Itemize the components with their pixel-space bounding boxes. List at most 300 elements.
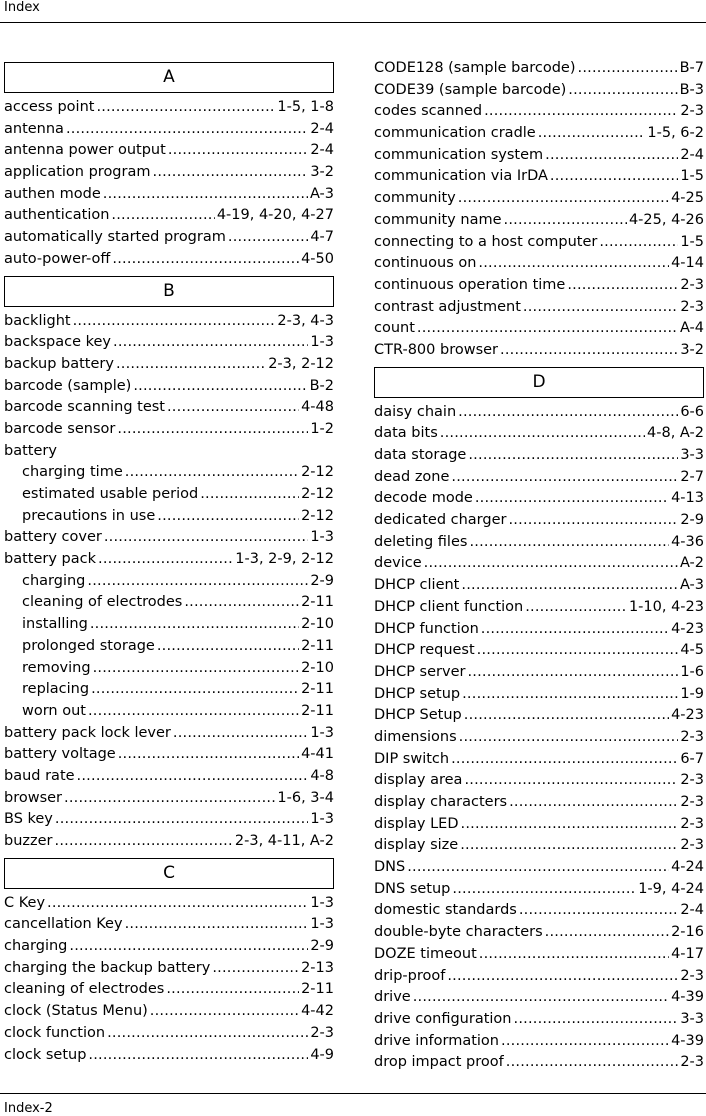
index-entry (374, 922, 704, 944)
index-subentry (4, 658, 334, 680)
index-page-refs: 2-3 (680, 276, 704, 293)
index-term: clock setup (4, 1046, 87, 1063)
index-term: display size (374, 837, 459, 854)
dot-leader (77, 766, 309, 788)
index-entry (374, 705, 704, 727)
dot-leader (87, 571, 308, 593)
index-term: dedicated charger (374, 512, 507, 529)
index-page-refs: 4-25 (671, 190, 704, 207)
dot-leader (451, 749, 678, 771)
index-term: battery cover (4, 529, 102, 546)
index-term: deleting files (374, 533, 468, 550)
index-page-refs: 2-3 (680, 837, 704, 854)
index-entry (374, 835, 704, 857)
index-page-refs: 1-9 (680, 685, 704, 702)
index-term: application program (4, 164, 151, 181)
index-term: DNS (374, 859, 406, 876)
index-page-refs: 2-4 (310, 120, 334, 137)
index-term: communication via IrDA (374, 168, 548, 185)
index-term: codes scanned (374, 103, 483, 120)
index-term: antenna (4, 120, 64, 137)
index-entry (4, 97, 334, 119)
dot-leader (545, 145, 678, 167)
index-page-refs: 4-48 (301, 399, 334, 416)
dot-leader (447, 966, 678, 988)
dot-leader (117, 419, 308, 441)
index-page-refs: 4-17 (671, 945, 704, 962)
index-page-refs: 1-9, 4-24 (638, 880, 704, 897)
index-subentry (4, 592, 334, 614)
dot-leader (228, 227, 308, 249)
index-entry (374, 423, 704, 445)
index-term: count (374, 320, 415, 337)
index-page-refs: 1-5 (680, 233, 704, 250)
index-page-refs: 1-2 (310, 420, 334, 437)
index-term: connecting to a host computer (374, 233, 598, 250)
index-page-refs: 4-9 (310, 1046, 334, 1063)
index-page-refs: 4-36 (671, 533, 704, 550)
dot-leader (166, 979, 299, 1001)
index-entry (374, 662, 704, 684)
index-page-refs: 2-12 (301, 507, 334, 524)
index-term: DHCP client function (374, 598, 524, 615)
index-entry (374, 340, 704, 362)
index-page-refs: 4-13 (671, 490, 704, 507)
index-entry (374, 510, 704, 532)
dot-leader (47, 893, 308, 915)
dot-leader (458, 402, 678, 424)
index-entry (374, 210, 704, 232)
index-entry (374, 232, 704, 254)
dot-leader (93, 658, 300, 680)
index-entry (374, 1031, 704, 1053)
index-page-refs: B-3 (679, 81, 704, 98)
index-term: barcode scanning test (4, 399, 165, 416)
index-term: DHCP server (374, 663, 466, 680)
index-entry (4, 1023, 334, 1045)
index-subentry (4, 701, 334, 723)
index-entry (374, 101, 704, 123)
index-page-refs: A-4 (679, 320, 704, 337)
index-entry (4, 723, 334, 745)
index-entry (374, 145, 704, 167)
index-term: DHCP client (374, 577, 460, 594)
dot-leader (458, 188, 669, 210)
index-term: authentication (4, 207, 110, 224)
dot-leader (113, 332, 308, 354)
index-page-refs: 4-50 (301, 250, 334, 267)
index-entry (374, 944, 704, 966)
index-page-refs: 2-10 (301, 659, 334, 676)
index-page-refs: 2-4 (680, 902, 704, 919)
index-term: authen mode (4, 185, 101, 202)
index-entry (374, 318, 704, 340)
dot-leader (460, 835, 678, 857)
index-entry (374, 640, 704, 662)
index-entry (4, 958, 334, 980)
index-term: double-byte characters (374, 924, 543, 941)
index-entry (374, 727, 704, 749)
index-term: daisy chain (374, 403, 457, 420)
dot-leader (464, 705, 669, 727)
index-entry (374, 253, 704, 275)
index-entry (374, 1052, 704, 1074)
index-term: dead zone (374, 468, 450, 485)
index-entry (374, 597, 704, 619)
dot-leader (538, 123, 646, 145)
index-term: DHCP setup (374, 685, 461, 702)
dot-leader (467, 662, 678, 684)
index-subentry (4, 679, 334, 701)
dot-leader (407, 857, 669, 879)
dot-leader (477, 640, 679, 662)
dot-leader (545, 922, 669, 944)
index-term: decode mode (374, 490, 473, 507)
dot-leader (468, 445, 678, 467)
index-page-refs: 1-5 (680, 168, 704, 185)
index-term: CODE128 (sample barcode) (374, 60, 576, 76)
index-page-refs: 2-9 (310, 572, 334, 589)
dot-leader (125, 462, 299, 484)
index-page-refs: 3-3 (680, 447, 704, 463)
index-page-refs: 1-3, 2-9, 2-12 (235, 551, 334, 568)
dot-leader (567, 275, 678, 297)
index-entry (4, 893, 334, 915)
index-term: domestic standards (374, 902, 517, 919)
index-page-refs: 2-12 (301, 486, 334, 502)
index-term: clock (Status Menu) (4, 1003, 148, 1020)
index-term: buzzer (4, 833, 53, 849)
index-page-refs: 3-2 (310, 164, 334, 181)
index-entry (374, 857, 704, 879)
dot-leader (55, 809, 308, 831)
index-entry (4, 332, 334, 354)
dot-leader (168, 140, 309, 162)
index-term: community name (374, 211, 502, 228)
index-entry (4, 979, 334, 1001)
page-footer (0, 1093, 706, 1116)
index-term: automatically started program (4, 229, 226, 246)
page-header (0, 0, 706, 23)
index-term: precautions in use (22, 507, 156, 524)
dot-leader (475, 488, 669, 510)
index-term: charging time (22, 464, 123, 481)
dot-leader (173, 723, 308, 745)
index-page-refs: 2-3 (680, 298, 704, 315)
index-entry (374, 684, 704, 706)
dot-leader (478, 253, 669, 275)
index-entry (4, 376, 334, 398)
index-page-refs: 2-10 (301, 616, 334, 633)
index-entry (374, 879, 704, 901)
index-entry (374, 770, 704, 792)
index-page-refs: 1-3 (310, 916, 334, 933)
index-page-refs: 1-6 (680, 663, 704, 680)
dot-leader (519, 900, 678, 922)
index-page-refs: 2-11 (301, 681, 334, 698)
index-page-refs: A-2 (679, 555, 704, 572)
index-page-refs: 2-3, 2-12 (268, 355, 334, 372)
dot-leader (184, 592, 299, 614)
index-entry (374, 123, 704, 145)
index-entry (4, 419, 334, 441)
index-entry (4, 914, 334, 936)
index-entry (4, 119, 334, 141)
dot-leader (73, 311, 276, 333)
index-page-refs: 2-3 (680, 794, 704, 810)
index-term: DNS setup (374, 880, 451, 897)
section-letter-heading: D (374, 367, 704, 398)
index-term: display characters (374, 794, 508, 810)
index-term: backup battery (4, 355, 114, 372)
index-entry (4, 397, 334, 419)
index-page-refs: 1-3 (310, 724, 334, 741)
index-term: battery voltage (4, 746, 116, 763)
index-term: CODE39 (sample barcode) (374, 81, 567, 98)
index-entry (4, 1045, 334, 1067)
dot-leader (64, 788, 275, 810)
index-subentry (4, 571, 334, 593)
index-term: data storage (374, 447, 467, 463)
dot-leader (525, 597, 627, 619)
index-page-refs: 2-3 (680, 967, 704, 984)
index-term: CTR-800 browser (374, 341, 499, 358)
index-page-refs: 4-5 (680, 642, 704, 659)
index-page-refs: 2-9 (680, 512, 704, 529)
index-page-refs: 3-3 (680, 1010, 704, 1027)
index-subentry (4, 636, 334, 658)
index-page-refs: 1-6, 3-4 (277, 789, 334, 806)
index-page-refs: 4-42 (301, 1003, 334, 1020)
index-entry (4, 184, 334, 206)
index-entry (374, 792, 704, 814)
index-subentry (4, 484, 334, 506)
index-entry (374, 575, 704, 597)
index-term: DOZE timeout (374, 945, 477, 962)
dot-leader (599, 232, 678, 254)
index-entry (4, 527, 334, 549)
index-page-refs: 1-3 (310, 334, 334, 351)
index-page-refs: 1-5, 1-8 (277, 99, 334, 115)
dot-leader (212, 958, 299, 980)
index-term: browser (4, 789, 63, 806)
dot-leader (506, 1052, 679, 1074)
index-page-refs: 2-4 (310, 142, 334, 159)
dot-leader (578, 58, 678, 80)
index-page-refs: 2-11 (301, 594, 334, 611)
index-page-refs: 1-10, 4-23 (628, 598, 704, 615)
dot-leader (479, 944, 669, 966)
index-term: access point (4, 99, 95, 115)
index-page-refs: 2-4 (680, 146, 704, 163)
index-term: continuous on (374, 255, 477, 272)
index-entry (4, 205, 334, 227)
index-term: dimensions (374, 728, 457, 745)
index-page-refs: 4-25, 4-26 (628, 211, 704, 228)
index-entry (4, 744, 334, 766)
index-term: C Key (4, 894, 46, 911)
index-page-refs: 2-11 (301, 637, 334, 654)
index-page-refs: 4-24 (671, 859, 704, 876)
index-entry (374, 467, 704, 489)
index-page-refs: 2-3 (680, 728, 704, 745)
dot-leader (133, 376, 307, 398)
index-entry (374, 488, 704, 510)
index-entry (374, 749, 704, 771)
dot-leader (153, 162, 309, 184)
index-entry (4, 831, 334, 853)
index-page-refs: 4-7 (310, 229, 334, 246)
index-page-refs: B-2 (309, 377, 334, 394)
index-term: installing (22, 616, 88, 633)
index-subentry (4, 462, 334, 484)
section-letter-heading: C (4, 858, 334, 889)
index-term: removing (22, 659, 91, 676)
index-subentry (4, 506, 334, 528)
index-term: barcode sensor (4, 420, 116, 437)
index-page-refs: 1-3 (310, 811, 334, 828)
dot-leader (481, 619, 669, 641)
index-page-refs: 2-16 (671, 924, 704, 941)
dot-leader (424, 553, 678, 575)
index-page-refs: A-3 (309, 185, 334, 202)
dot-leader (509, 792, 678, 814)
dot-leader (504, 210, 627, 232)
index-term: community (374, 190, 456, 207)
index-page-refs: A-3 (679, 577, 704, 594)
index-page-refs: 2-3, 4-3 (277, 312, 334, 329)
index-page-refs: 2-13 (301, 959, 334, 976)
index-entry (4, 140, 334, 162)
dot-leader (107, 1023, 308, 1045)
index-entry (374, 297, 704, 319)
dot-leader (118, 744, 299, 766)
dot-leader (66, 119, 308, 141)
dot-leader (459, 727, 679, 749)
dot-leader (501, 1031, 669, 1053)
index-entry (374, 58, 704, 80)
dot-leader (104, 527, 308, 549)
dot-leader (157, 636, 299, 658)
index-term: drop impact proof (374, 1054, 504, 1071)
index-page-refs: 4-14 (671, 255, 704, 272)
dot-leader (125, 914, 309, 936)
index-entry (4, 936, 334, 958)
dot-leader (96, 97, 275, 119)
index-term: communication system (374, 146, 544, 163)
index-entry (374, 987, 704, 1009)
index-entry (4, 441, 334, 463)
dot-leader (200, 484, 299, 506)
index-entry (374, 553, 704, 575)
dot-leader (112, 249, 299, 271)
index-term: communication cradle (374, 125, 536, 142)
index-term: battery pack (4, 551, 96, 568)
index-page-refs: 2-11 (301, 981, 334, 998)
index-entry (374, 445, 704, 467)
index-entry (374, 1009, 704, 1031)
index-page-refs: 4-23 (671, 620, 704, 637)
page-number: Index-2 (4, 1101, 53, 1116)
dot-leader (150, 1001, 299, 1023)
index-term: backspace key (4, 334, 111, 351)
index-term: BS key (4, 811, 53, 828)
index-term: display LED (374, 815, 459, 832)
index-page-refs: 2-3 (680, 1054, 704, 1071)
dot-leader (451, 467, 678, 489)
dot-leader (413, 987, 669, 1009)
index-term: drive configuration (374, 1010, 512, 1027)
index-term: charging (22, 572, 86, 589)
index-term: cleaning of electrodes (22, 594, 183, 611)
dot-leader (462, 684, 678, 706)
index-term: replacing (22, 681, 90, 698)
index-entry (374, 166, 704, 188)
index-term: DHCP function (374, 620, 479, 637)
index-term: estimated usable period (22, 486, 199, 502)
index-entry (4, 162, 334, 184)
section-letter-heading: B (4, 276, 334, 307)
index-entry (374, 188, 704, 210)
dot-leader (98, 549, 233, 571)
index-term: display area (374, 772, 463, 789)
index-entry (4, 249, 334, 271)
dot-leader (111, 205, 214, 227)
index-term: auto-power-off (4, 250, 111, 267)
index-page-refs: 3-2 (680, 341, 704, 358)
index-entry (374, 80, 704, 102)
index-entry (4, 766, 334, 788)
index-entry (4, 1001, 334, 1023)
index-entry (4, 354, 334, 376)
index-term: cleaning of electrodes (4, 981, 165, 998)
dot-leader (88, 701, 299, 723)
index-page-refs: 2-7 (680, 468, 704, 485)
index-page-refs: 1-3 (310, 529, 334, 546)
index-term: battery (4, 442, 57, 459)
index-page-refs: 6-7 (680, 750, 704, 767)
dot-leader (88, 1045, 308, 1067)
index-term: baud rate (4, 767, 75, 784)
index-term: cancellation Key (4, 916, 123, 933)
index-term: prolonged storage (22, 637, 155, 654)
index-term: DIP switch (374, 750, 450, 767)
index-page-refs: 2-3 (680, 815, 704, 832)
index-entry (374, 900, 704, 922)
dot-leader (500, 340, 678, 362)
dot-leader (91, 679, 299, 701)
dot-leader (55, 831, 233, 853)
index-entry (374, 966, 704, 988)
index-page-refs: 2-9 (310, 938, 334, 955)
dot-leader (568, 80, 677, 102)
dot-leader (464, 770, 678, 792)
index-page-refs: 1-5, 6-2 (647, 125, 704, 142)
index-term: DHCP request (374, 642, 475, 659)
index-entry (4, 549, 334, 571)
index-term: drip-proof (374, 967, 446, 984)
index-entry (4, 227, 334, 249)
index-page-refs: 4-39 (671, 989, 704, 1006)
index-term: barcode (sample) (4, 377, 132, 394)
dot-leader (508, 510, 678, 532)
index-term: worn out (22, 702, 86, 719)
index-entry (4, 809, 334, 831)
index-page-refs: 2-3, 4-11, A-2 (234, 833, 334, 849)
index-term: antenna power output (4, 142, 166, 159)
dot-leader (550, 166, 678, 188)
header-title: Index (4, 0, 40, 15)
